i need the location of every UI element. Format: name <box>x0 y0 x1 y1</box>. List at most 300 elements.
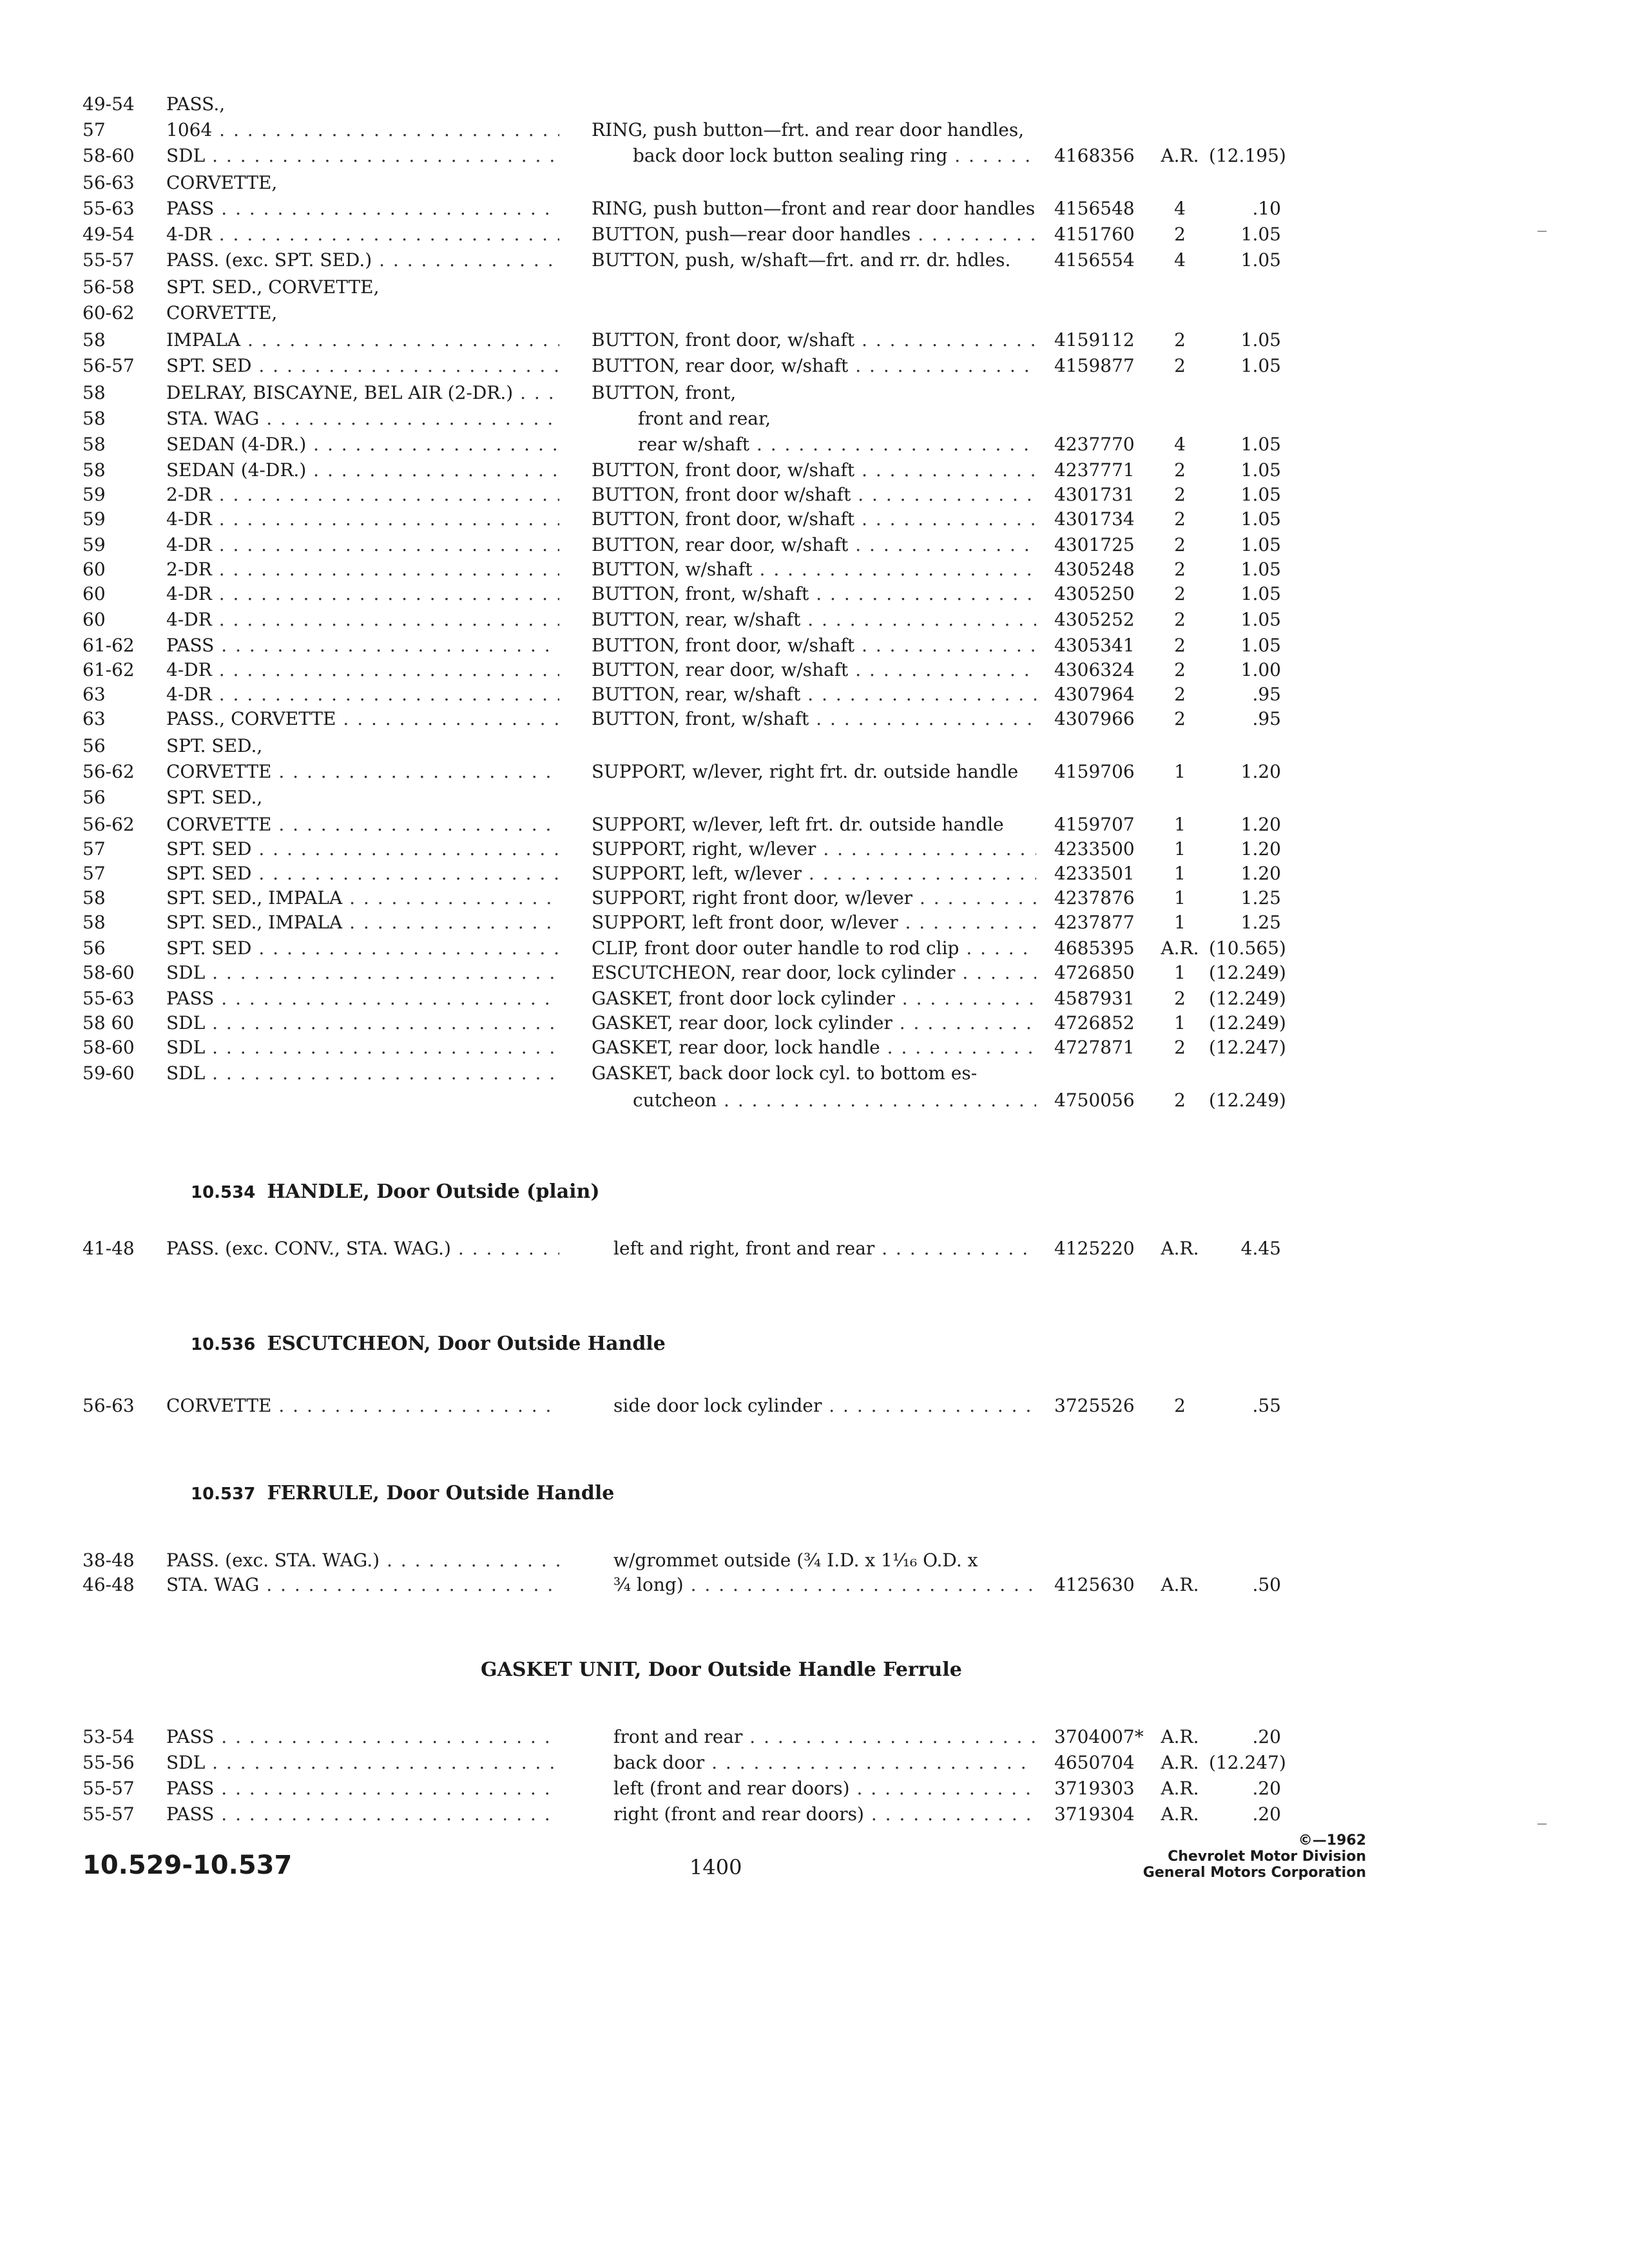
price-cell: 1.05 <box>1240 508 1281 530</box>
year-cell: 58-60 <box>82 145 135 166</box>
description-cell: back door . . . <box>613 1750 1036 1776</box>
year-cell: 56 <box>82 735 106 756</box>
year-cell: 49-54 <box>82 93 135 115</box>
description-cell: GASKET, front door lock cylinder . . . <box>592 986 1036 1012</box>
price-cell: 1.20 <box>1240 761 1281 782</box>
price-cell: 1.05 <box>1240 355 1281 376</box>
year-cell: 63 <box>82 684 106 705</box>
model-cell: SPT. SED., IMPALA . . . <box>166 885 559 911</box>
quantity-cell: 2 <box>1174 1090 1186 1111</box>
model-cell: SDL . . . <box>166 143 559 169</box>
part-number-cell: 3719303 <box>1054 1778 1135 1799</box>
table-row <box>0 657 1629 683</box>
year-cell: 60 <box>82 559 106 580</box>
description-cell: side door lock cylinder . . . <box>613 1393 1036 1419</box>
part-number-cell: 4237877 <box>1054 912 1135 933</box>
quantity-cell: 2 <box>1174 224 1186 245</box>
model-cell: SPT. SED . . . <box>166 861 559 887</box>
description-cell: BUTTON, front, w/shaft . . . <box>592 581 1036 607</box>
quantity-cell: A.R. <box>1161 1778 1199 1799</box>
quantity-cell: 2 <box>1174 635 1186 656</box>
model-cell: CORVETTE . . . <box>166 759 559 785</box>
quantity-cell: 2 <box>1174 559 1186 580</box>
model-cell: PASS . . . <box>166 986 559 1012</box>
model-cell: DELRAY, BISCAYNE, BEL AIR (2-DR.) . . . <box>166 380 559 406</box>
table-row <box>0 733 1629 759</box>
model-cell: PASS . . . <box>166 1724 559 1750</box>
description-cell: SUPPORT, left, w/lever . . . <box>592 861 1036 887</box>
part-number-cell: 4159877 <box>1054 355 1135 376</box>
model-cell: 4-DR . . . <box>166 222 559 247</box>
copyright-year: ©—1962 <box>1298 1832 1366 1849</box>
year-cell: 41-48 <box>82 1238 135 1259</box>
description-cell: ESCUTCHEON, rear door, lock cylinder . . . <box>592 960 1036 986</box>
description-cell: front and rear, <box>638 408 771 429</box>
year-cell: 57 <box>82 863 106 884</box>
section-number: 10.536 <box>191 1335 256 1354</box>
table-row <box>0 1010 1629 1036</box>
model-cell: 4-DR . . . <box>166 607 559 633</box>
model-cell: IMPALA . . . <box>166 327 559 353</box>
part-number-cell: 4650704 <box>1054 1752 1135 1773</box>
description-cell: BUTTON, front, w/shaft . . . <box>592 706 1036 732</box>
price-cell: (12.247) <box>1209 1037 1286 1058</box>
table-row <box>0 861 1629 887</box>
model-cell: 4-DR . . . <box>166 682 559 707</box>
year-cell: 60 <box>82 609 106 630</box>
quantity-cell: 2 <box>1174 708 1186 729</box>
quantity-cell: 1 <box>1174 863 1186 884</box>
model-cell: CORVETTE . . . <box>166 812 559 838</box>
price-cell: .20 <box>1252 1803 1281 1825</box>
quantity-cell: 2 <box>1174 988 1186 1009</box>
part-number-cell: 4587931 <box>1054 988 1135 1009</box>
price-cell: 1.00 <box>1240 659 1281 680</box>
year-cell: 55-63 <box>82 988 135 1009</box>
model-cell: SPT. SED., <box>166 787 263 808</box>
description-cell: w/grommet outside (¾ I.D. x 1¹⁄₁₆ O.D. x <box>613 1550 978 1571</box>
price-cell: 1.05 <box>1240 635 1281 656</box>
description-cell: BUTTON, rear door, w/shaft . . . <box>592 657 1036 683</box>
part-number-cell: 4727871 <box>1054 1037 1135 1058</box>
model-cell: PASS . . . <box>166 633 559 658</box>
year-cell: 56-62 <box>82 761 135 782</box>
price-cell: 1.05 <box>1240 329 1281 351</box>
model-cell: 4-DR . . . <box>166 532 559 558</box>
description-cell: CLIP, front door outer handle to rod clip . . . <box>592 936 1036 961</box>
description-cell: BUTTON, front door, w/shaft . . . <box>592 327 1036 353</box>
description-cell: BUTTON, push, w/shaft—frt. and rr. dr. hdles. <box>592 249 1011 271</box>
scan-mark <box>1537 1823 1547 1825</box>
table-row <box>0 1035 1629 1061</box>
description-cell: RING, push button—front and rear door handles <box>592 198 1036 219</box>
year-cell: 56 <box>82 787 106 808</box>
description-cell: left and right, front and rear . . . <box>613 1236 1036 1262</box>
quantity-cell: 2 <box>1174 684 1186 705</box>
quantity-cell: A.R. <box>1161 1803 1199 1825</box>
quantity-cell: 2 <box>1174 609 1186 630</box>
model-cell: SPT. SED . . . <box>166 936 559 961</box>
part-number-cell: 4726852 <box>1054 1012 1135 1033</box>
division-name: Chevrolet Motor Division <box>1168 1849 1366 1865</box>
table-row <box>0 247 1629 273</box>
year-cell: 59 <box>82 484 106 505</box>
table-row <box>0 1393 1629 1419</box>
quantity-cell: 2 <box>1174 659 1186 680</box>
model-cell: CORVETTE . . . <box>166 1393 559 1419</box>
part-number-cell: 4306324 <box>1054 659 1135 680</box>
model-cell: 4-DR . . . <box>166 581 559 607</box>
table-row <box>0 785 1629 811</box>
year-cell: 56-63 <box>82 172 135 193</box>
part-number-cell: 4305341 <box>1054 635 1135 656</box>
model-cell: 4-DR . . . <box>166 657 559 683</box>
model-cell: PASS . . . <box>166 1802 559 1827</box>
table-row <box>0 812 1629 838</box>
year-cell: 55-57 <box>82 249 135 271</box>
quantity-cell: A.R. <box>1161 145 1199 166</box>
quantity-cell: 1 <box>1174 814 1186 835</box>
price-cell: .95 <box>1252 708 1281 729</box>
year-cell: 61-62 <box>82 635 135 656</box>
table-row <box>0 759 1629 785</box>
section-title: FERRULE, Door Outside Handle <box>267 1482 615 1504</box>
quantity-cell: 2 <box>1174 583 1186 604</box>
page-number: 1400 <box>689 1855 742 1879</box>
description-cell: left (front and rear doors) . . . <box>613 1776 1036 1802</box>
year-cell: 58 <box>82 382 106 403</box>
corporation-name: General Motors Corporation <box>1142 1865 1366 1881</box>
year-cell: 55-57 <box>82 1778 135 1799</box>
table-row <box>0 1236 1629 1262</box>
table-row <box>0 1061 1629 1086</box>
table-row <box>0 457 1629 483</box>
description-cell: SUPPORT, right, w/lever . . . <box>592 836 1036 862</box>
table-row <box>0 432 1629 457</box>
description-cell: front and rear . . . <box>613 1724 1036 1750</box>
quantity-cell: 1 <box>1174 962 1186 983</box>
price-cell: 1.20 <box>1240 814 1281 835</box>
price-cell: (12.249) <box>1209 1012 1286 1033</box>
section-heading <box>191 1331 666 1358</box>
year-cell: 58 <box>82 887 106 908</box>
table-row <box>0 885 1629 911</box>
table-row <box>0 300 1629 326</box>
part-number-cell: 4233501 <box>1054 863 1135 884</box>
part-number-cell: 4307964 <box>1054 684 1135 705</box>
year-cell: 58 <box>82 459 106 481</box>
year-cell: 55-56 <box>82 1752 135 1773</box>
part-number-cell: 4233500 <box>1054 838 1135 860</box>
description-cell: SUPPORT, w/lever, right frt. dr. outside handle <box>592 761 1019 782</box>
part-number-cell: 4237771 <box>1054 459 1135 481</box>
model-cell: PASS . . . <box>166 1776 559 1802</box>
part-number-cell: 4726850 <box>1054 962 1135 983</box>
quantity-cell: 4 <box>1174 198 1186 219</box>
part-number-cell: 4685395 <box>1054 937 1135 959</box>
price-cell: 1.05 <box>1240 224 1281 245</box>
section-heading <box>191 1179 600 1206</box>
quantity-cell: 2 <box>1174 1395 1186 1416</box>
part-number-cell: 3719304 <box>1054 1803 1135 1825</box>
model-cell: SDL . . . <box>166 960 559 986</box>
model-cell: 4-DR . . . <box>166 506 559 532</box>
quantity-cell: 1 <box>1174 887 1186 908</box>
table-row <box>0 506 1629 532</box>
price-cell: 1.05 <box>1240 459 1281 481</box>
scan-mark <box>1537 231 1547 232</box>
quantity-cell: A.R. <box>1161 937 1199 959</box>
part-number-cell: 4125630 <box>1054 1574 1135 1595</box>
description-cell: GASKET, rear door, lock cylinder . . . <box>592 1010 1036 1036</box>
table-row <box>0 581 1629 607</box>
part-number-cell: 4305250 <box>1054 583 1135 604</box>
page-range-code: 10.529-10.537 <box>82 1850 293 1880</box>
table-row <box>0 406 1629 432</box>
model-cell: 2-DR . . . <box>166 482 559 508</box>
table-row <box>0 633 1629 658</box>
year-cell: 56-57 <box>82 355 135 376</box>
quantity-cell: 2 <box>1174 329 1186 351</box>
price-cell: 1.25 <box>1240 912 1281 933</box>
year-cell: 46-48 <box>82 1574 135 1595</box>
part-number-cell: 4237770 <box>1054 434 1135 455</box>
description-cell: BUTTON, front door, w/shaft . . . <box>592 506 1036 532</box>
description-cell: BUTTON, front door w/shaft . . . <box>592 482 1036 508</box>
quantity-cell: 1 <box>1174 838 1186 860</box>
year-cell: 55-57 <box>82 1803 135 1825</box>
description-cell: BUTTON, rear, w/shaft . . . <box>592 682 1036 707</box>
year-cell: 49-54 <box>82 224 135 245</box>
description-cell: BUTTON, w/shaft . . . <box>592 557 1036 582</box>
price-cell: (10.565) <box>1209 937 1286 959</box>
table-row <box>0 607 1629 633</box>
year-cell: 59-60 <box>82 1062 135 1084</box>
year-cell: 60-62 <box>82 302 135 323</box>
year-cell: 58 <box>82 408 106 429</box>
description-cell: BUTTON, front door, w/shaft . . . <box>592 457 1036 483</box>
description-cell: SUPPORT, left front door, w/lever . . . <box>592 910 1036 936</box>
price-cell: 1.05 <box>1240 583 1281 604</box>
part-number-cell: 4305252 <box>1054 609 1135 630</box>
description-cell: SUPPORT, w/lever, left frt. dr. outside handle <box>592 814 1004 835</box>
year-cell: 60 <box>82 583 106 604</box>
table-row <box>0 1088 1629 1113</box>
table-row <box>0 706 1629 732</box>
part-number-cell: 4159707 <box>1054 814 1135 835</box>
price-cell: 1.05 <box>1240 484 1281 505</box>
price-cell: 4.45 <box>1240 1238 1281 1259</box>
section-title: ESCUTCHEON, Door Outside Handle <box>267 1332 666 1355</box>
table-row <box>0 482 1629 508</box>
year-cell: 59 <box>82 508 106 530</box>
model-cell: SPT. SED., <box>166 735 263 756</box>
price-cell: (12.195) <box>1209 145 1286 166</box>
part-number-cell: 4159706 <box>1054 761 1135 782</box>
quantity-cell: 1 <box>1174 761 1186 782</box>
part-number-cell: 4125220 <box>1054 1238 1135 1259</box>
table-row <box>0 380 1629 406</box>
quantity-cell: 1 <box>1174 1012 1186 1033</box>
year-cell: 56-58 <box>82 276 135 298</box>
description-cell: BUTTON, front, <box>592 382 737 403</box>
year-cell: 61-62 <box>82 659 135 680</box>
quantity-cell: 2 <box>1174 355 1186 376</box>
part-number-cell: 3725526 <box>1054 1395 1135 1416</box>
quantity-cell: 2 <box>1174 508 1186 530</box>
model-cell: CORVETTE, <box>166 172 278 193</box>
model-cell: SDL . . . <box>166 1750 559 1776</box>
table-row <box>0 327 1629 353</box>
model-cell: 1064 . . . <box>166 117 559 143</box>
price-cell: .10 <box>1252 198 1281 219</box>
model-cell: PASS. (exc. CONV., STA. WAG.) . . . <box>166 1236 559 1262</box>
description-cell: GASKET, back door lock cyl. to bottom es- <box>592 1062 978 1084</box>
table-row <box>0 274 1629 300</box>
table-row <box>0 532 1629 558</box>
price-cell: .55 <box>1252 1395 1281 1416</box>
part-number-cell: 4301725 <box>1054 534 1135 555</box>
table-row <box>0 1776 1629 1802</box>
price-cell: 1.20 <box>1240 863 1281 884</box>
part-number-cell: 4168356 <box>1054 145 1135 166</box>
price-cell: (12.249) <box>1209 962 1286 983</box>
part-number-cell: 4156548 <box>1054 198 1135 219</box>
table-row <box>0 960 1629 986</box>
quantity-cell: A.R. <box>1161 1238 1199 1259</box>
model-cell: SDL . . . <box>166 1061 559 1086</box>
year-cell: 56-63 <box>82 1395 135 1416</box>
description-cell: BUTTON, front door, w/shaft . . . <box>592 633 1036 658</box>
table-row <box>0 1802 1629 1827</box>
price-cell: 1.05 <box>1240 609 1281 630</box>
table-row <box>0 91 1629 117</box>
description-cell: cutcheon . . . <box>633 1088 1036 1113</box>
quantity-cell: 2 <box>1174 484 1186 505</box>
section-heading <box>191 1481 614 1507</box>
part-number-cell: 3704007* <box>1054 1726 1144 1747</box>
price-cell: 1.05 <box>1240 434 1281 455</box>
quantity-cell: 4 <box>1174 249 1186 271</box>
description-cell: GASKET, rear door, lock handle . . . <box>592 1035 1036 1061</box>
year-cell: 57 <box>82 838 106 860</box>
year-cell: 55-63 <box>82 198 135 219</box>
model-cell: 2-DR . . . <box>166 557 559 582</box>
price-cell: .20 <box>1252 1778 1281 1799</box>
quantity-cell: 4 <box>1174 434 1186 455</box>
copyright-block <box>1070 1832 1366 1881</box>
table-row <box>0 170 1629 196</box>
description-cell: BUTTON, rear, w/shaft . . . <box>592 607 1036 633</box>
model-cell: SPT. SED., IMPALA . . . <box>166 910 559 936</box>
year-cell: 58-60 <box>82 962 135 983</box>
part-number-cell: 4307966 <box>1054 708 1135 729</box>
quantity-cell: A.R. <box>1161 1574 1199 1595</box>
section-number: 10.537 <box>191 1485 256 1504</box>
price-cell: (12.249) <box>1209 988 1286 1009</box>
quantity-cell: A.R. <box>1161 1752 1199 1773</box>
model-cell: PASS. (exc. SPT. SED.) . . . <box>166 247 559 273</box>
year-cell: 58 <box>82 329 106 351</box>
year-cell: 59 <box>82 534 106 555</box>
price-cell: 1.05 <box>1240 249 1281 271</box>
table-row <box>0 196 1629 222</box>
quantity-cell: 2 <box>1174 534 1186 555</box>
price-cell: .50 <box>1252 1574 1281 1595</box>
section-number: 10.534 <box>191 1183 256 1202</box>
year-cell: 58 <box>82 434 106 455</box>
table-row <box>0 557 1629 582</box>
description-cell: BUTTON, push—rear door handles . . . <box>592 222 1036 247</box>
part-number-cell: 4159112 <box>1054 329 1135 351</box>
model-cell: STA. WAG . . . <box>166 406 559 432</box>
model-cell: SEDAN (4-DR.) . . . <box>166 457 559 483</box>
price-cell: 1.20 <box>1240 838 1281 860</box>
year-cell: 56-62 <box>82 814 135 835</box>
section-title: GASKET UNIT, Door Outside Handle Ferrule <box>481 1658 962 1681</box>
model-cell: PASS., <box>166 93 226 115</box>
year-cell: 58 <box>82 912 106 933</box>
description-cell: rear w/shaft . . . <box>638 432 1036 457</box>
part-number-cell: 4301734 <box>1054 508 1135 530</box>
section-heading <box>481 1657 962 1683</box>
model-cell: SEDAN (4-DR.) . . . <box>166 432 559 457</box>
table-row <box>0 222 1629 247</box>
part-number-cell: 4750056 <box>1054 1090 1135 1111</box>
table-row <box>0 986 1629 1012</box>
price-cell: 1.25 <box>1240 887 1281 908</box>
quantity-cell: 2 <box>1174 459 1186 481</box>
description-cell: ¾ long) . . . <box>613 1572 1036 1598</box>
table-row <box>0 1750 1629 1776</box>
table-row <box>0 682 1629 707</box>
year-cell: 58-60 <box>82 1037 135 1058</box>
price-cell: (12.249) <box>1209 1090 1286 1111</box>
quantity-cell: 1 <box>1174 912 1186 933</box>
year-cell: 38-48 <box>82 1550 135 1571</box>
year-cell: 53-54 <box>82 1726 135 1747</box>
model-cell: SPT. SED . . . <box>166 836 559 862</box>
table-row <box>0 353 1629 379</box>
model-cell: SDL . . . <box>166 1035 559 1061</box>
part-number-cell: 4301731 <box>1054 484 1135 505</box>
part-number-cell: 4151760 <box>1054 224 1135 245</box>
description-cell: SUPPORT, right front door, w/lever . . . <box>592 885 1036 911</box>
model-cell: PASS . . . <box>166 196 559 222</box>
description-cell: right (front and rear doors) . . . <box>613 1802 1036 1827</box>
price-cell: .20 <box>1252 1726 1281 1747</box>
description-cell: back door lock button sealing ring . . . <box>633 143 1036 169</box>
part-number-cell: 4305248 <box>1054 559 1135 580</box>
model-cell: SPT. SED., CORVETTE, <box>166 276 380 298</box>
quantity-cell: 2 <box>1174 1037 1186 1058</box>
price-cell: 1.05 <box>1240 534 1281 555</box>
part-number-cell: 4237876 <box>1054 887 1135 908</box>
year-cell: 58 60 <box>82 1012 135 1033</box>
model-cell: SDL . . . <box>166 1010 559 1036</box>
price-cell: (12.247) <box>1209 1752 1286 1773</box>
year-cell: 63 <box>82 708 106 729</box>
price-cell: 1.05 <box>1240 559 1281 580</box>
model-cell: PASS. (exc. STA. WAG.) . . . <box>166 1548 559 1573</box>
quantity-cell: A.R. <box>1161 1726 1199 1747</box>
table-row <box>0 1548 1629 1573</box>
description-cell: BUTTON, rear door, w/shaft . . . <box>592 353 1036 379</box>
model-cell: CORVETTE, <box>166 302 278 323</box>
model-cell: STA. WAG . . . <box>166 1572 559 1598</box>
table-row <box>0 836 1629 862</box>
model-cell: SPT. SED . . . <box>166 353 559 379</box>
